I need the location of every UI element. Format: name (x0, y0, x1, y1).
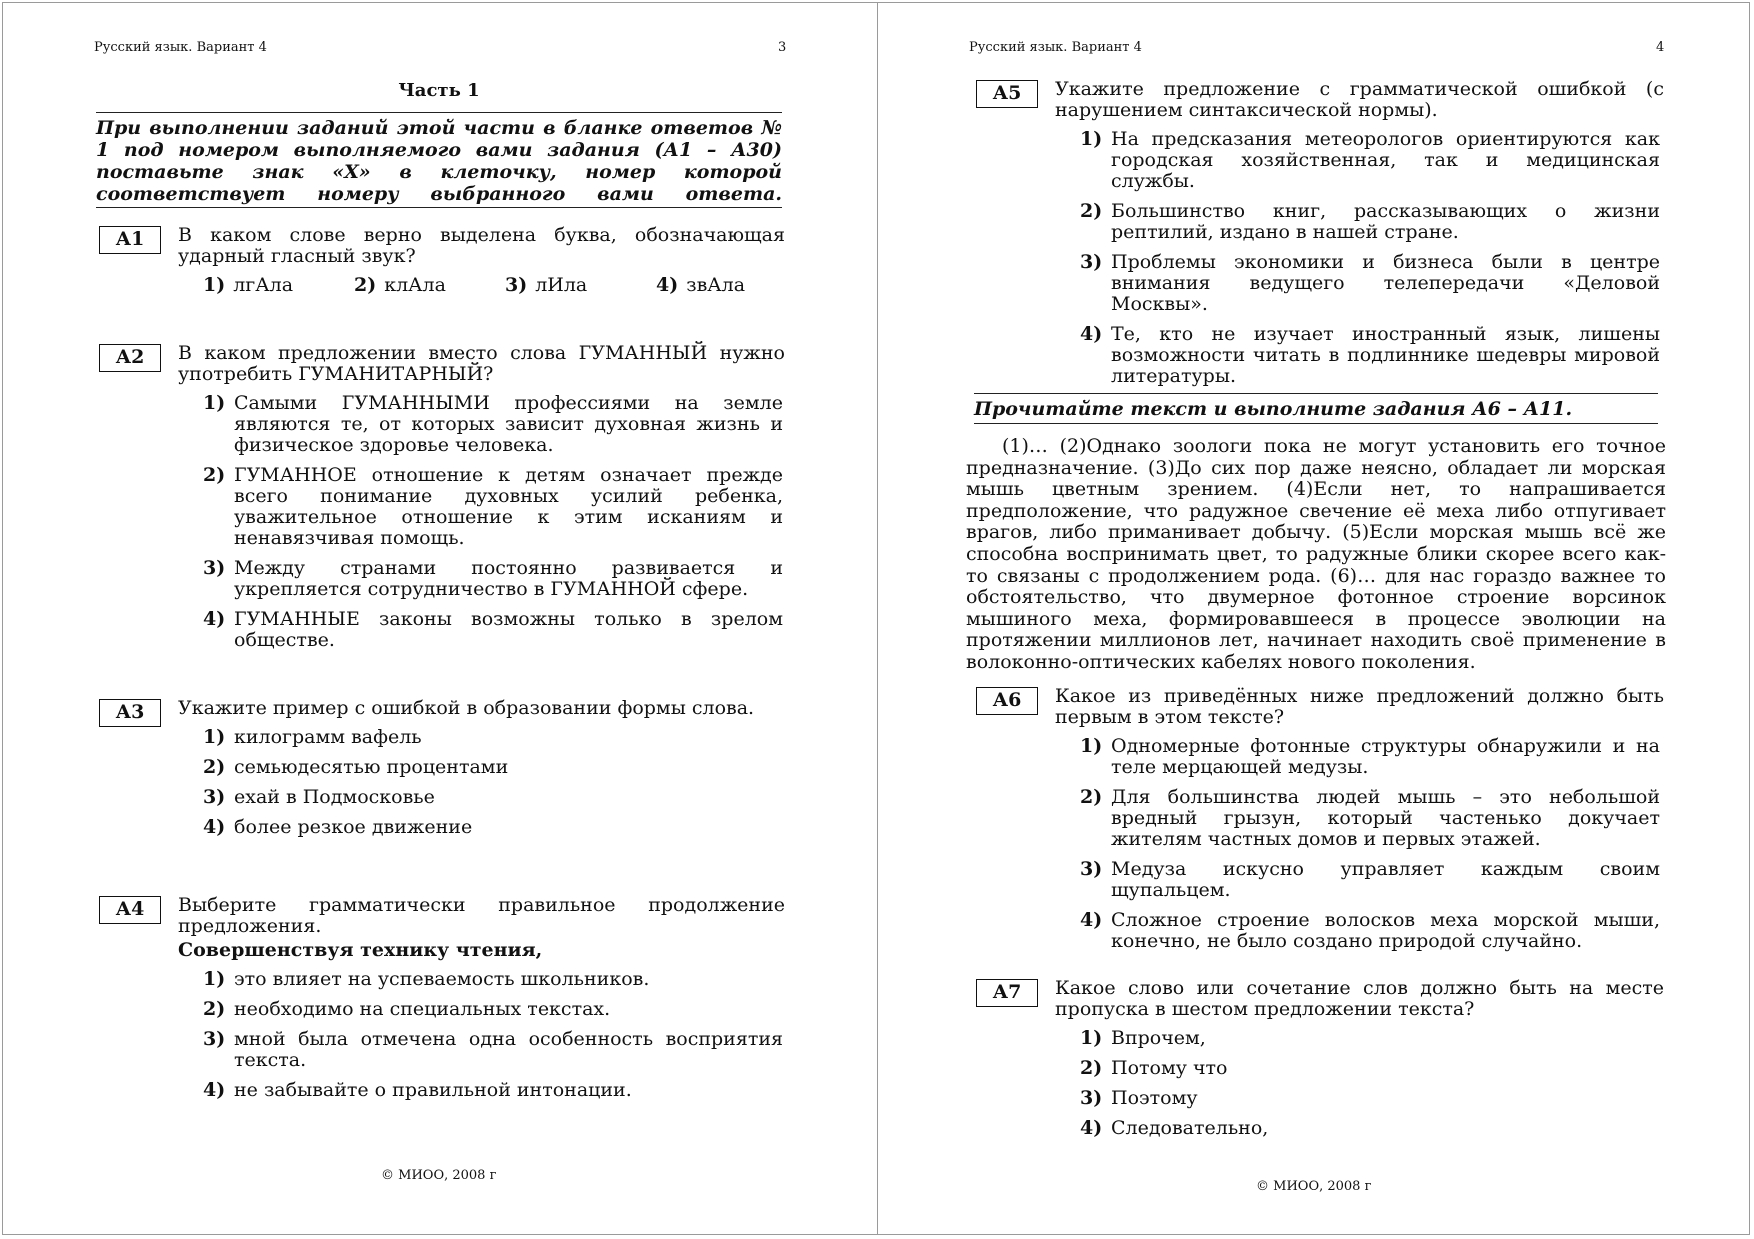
part-title: Часть 1 (398, 80, 480, 101)
answer-option[interactable]: 2) ГУМАННОЕ отношение к детям означает прежде всего понимание духовных усилий ребенка, уважительное отношение к этим исканиям и ненавязчивая помощь. (203, 464, 783, 549)
answer-option[interactable]: 1) это влияет на успеваемость школьников. (203, 968, 650, 990)
answer-option[interactable]: 3) мной была отмечена одна особенность восприятия текста. (203, 1028, 783, 1071)
task-label: А2 (99, 344, 161, 372)
answer-option[interactable]: 4) Следовательно, (1080, 1117, 1269, 1139)
answer-options (203, 393, 783, 660)
page-footer: © МИОО, 2008 г (381, 1168, 497, 1183)
answer-option[interactable]: 4) Те, кто не изучает иностранный язык, лишены возможности читать в подлиннике шедевры мировой литературы. (1080, 323, 1660, 387)
answer-option[interactable]: 4) звАла (656, 274, 746, 296)
answer-option[interactable]: 1) Одномерные фотонные структуры обнаружили и на теле мерцающей медузы. (1080, 735, 1660, 778)
task-label: А7 (976, 979, 1038, 1007)
page-4 (878, 0, 1754, 1239)
answer-option[interactable]: 1) Самыми ГУМАННЫМИ профессиями на земле являются те, от которых зависит духовная жизнь и физическое здоровье человека. (203, 392, 783, 456)
answer-option[interactable]: 3) Между странами постоянно развивается и укрепляется сотрудничество в ГУМАННОЙ сфере. (203, 557, 783, 600)
answer-option[interactable]: 2) семьюдесятью процентами (203, 756, 509, 778)
answer-options (203, 727, 783, 847)
task-question: Укажите пример с ошибкой в образовании формы слова. (178, 697, 755, 719)
task-question: Выберите грамматически правильное продолжение предложения. Совершенствуя технику чтения, (178, 894, 785, 961)
answer-option[interactable]: 3) Поэтому (1080, 1087, 1198, 1109)
answer-option[interactable]: 1) килограмм вафель (203, 726, 422, 748)
page-header-title: Русский язык. Вариант 4 (94, 40, 267, 55)
answer-option[interactable]: 4) не забывайте о правильной интонации. (203, 1079, 632, 1101)
task-label: А5 (976, 80, 1038, 108)
reading-passage: (1)… (2)Однако зоологи пока не могут установить его точное предназначение. (3)До сих пор даже неясно, обладает ли морская мышь цветным зрением. (4)Если нет, то напрашивается предположение, что радужное свечение её меха либо отпугивает врагов, либо приманивает добычу. (5)Если морская мышь всё же способна воспринимать цвет, то радужные блики скорее всего как-то связаны с продолжением рода. (6)… для нас гораздо важнее то обстоятельство, что двумерное фотонное строение ворсинок мышиного меха, формировавшееся в процессе эволюции на протяжении миллионов лет, начинает находить своё применение в волоконно-оптических кабелях нового поколения. (966, 435, 1666, 673)
part-instruction: При выполнении заданий этой части в бланке ответов № 1 под номером выполняемого вами задания (А1 – А30) поставьте знак «Х» в клеточку, номер которой соответствует номеру выбранного вами ответа. (96, 112, 782, 208)
answer-option[interactable]: 3) Проблемы экономики и бизнеса были в центре внимания ведущего телепередачи «Деловой Москвы». (1080, 251, 1660, 315)
task-label: А1 (99, 226, 161, 254)
task-question: Укажите предложение с грамматической ошибкой (с нарушением синтаксической нормы). (1055, 78, 1664, 121)
page-footer: © МИОО, 2008 г (1256, 1179, 1372, 1194)
answer-option[interactable]: 4) Сложное строение волосков меха морской мыши, конечно, не было создано природой случайно. (1080, 909, 1660, 952)
passage-instruction: Прочитайте текст и выполните задания А6 – А11. (974, 393, 1658, 424)
answer-option[interactable]: 1) лгАла (203, 274, 294, 296)
answer-options (1080, 736, 1660, 961)
page-header-title: Русский язык. Вариант 4 (969, 40, 1142, 55)
task-question: В каком предложении вместо слова ГУМАННЫЙ нужно употребить ГУМАНИТАРНЫЙ? (178, 342, 785, 385)
task-question: Какое из приведённых ниже предложений должно быть первым в этом тексте? (1055, 685, 1664, 728)
answer-options (203, 969, 783, 1110)
task-question: В каком слове верно выделена буква, обозначающая ударный гласный звук? (178, 224, 785, 267)
page-number: 3 (778, 40, 787, 55)
sentence-lead: Совершенствуя технику чтения, (178, 939, 543, 961)
answer-option[interactable]: 1) На предсказания метеорологов ориентируются как городская хозяйственная, так и медицинская службы. (1080, 128, 1660, 192)
answer-option[interactable]: 2) Потому что (1080, 1057, 1228, 1079)
answer-option[interactable]: 3) ехай в Подмосковье (203, 786, 435, 808)
answer-option[interactable]: 2) необходимо на специальных текстах. (203, 998, 611, 1020)
task-label: А4 (99, 896, 161, 924)
task-label: А3 (99, 699, 161, 727)
answer-options (203, 275, 807, 296)
answer-option[interactable]: 4) ГУМАННЫЕ законы возможны только в зрелом обществе. (203, 608, 783, 651)
answer-option[interactable]: 3) Медуза искусно управляет каждым своим щупальцем. (1080, 858, 1660, 901)
task-label: А6 (976, 687, 1038, 715)
answer-option[interactable]: 2) клАла (354, 274, 446, 296)
answer-option[interactable]: 3) лИла (505, 274, 588, 296)
page-number: 4 (1656, 40, 1665, 55)
answer-option[interactable]: 1) Впрочем, (1080, 1027, 1206, 1049)
answer-option[interactable]: 2) Большинство книг, рассказывающих о жизни рептилий, издано в нашей стране. (1080, 200, 1660, 243)
answer-option[interactable]: 4) более резкое движение (203, 816, 473, 838)
task-question: Какое слово или сочетание слов должно быть на месте пропуска в шестом предложении текста? (1055, 977, 1664, 1020)
answer-options (1080, 129, 1660, 396)
answer-option[interactable]: 2) Для большинства людей мышь – это небольшой вредный грызун, который частенько докучает жителям частных домов и первых этажей. (1080, 786, 1660, 850)
answer-options (1080, 1028, 1660, 1148)
